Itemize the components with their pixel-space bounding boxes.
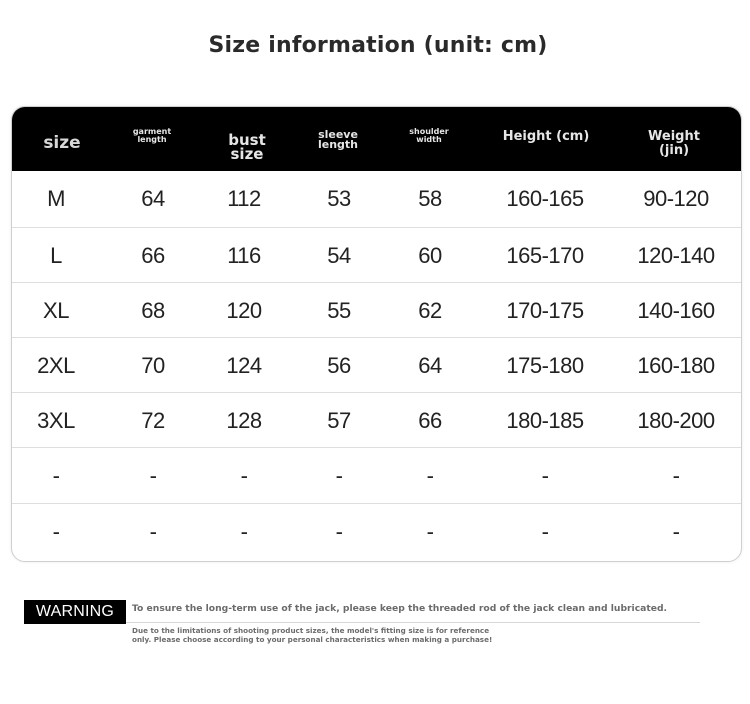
table-cell: 54: [327, 242, 351, 268]
table-cell: -: [541, 518, 549, 544]
header-bust-size: bust size: [228, 131, 266, 163]
table-cell: 64: [141, 185, 165, 211]
table-cell: 66: [418, 407, 442, 433]
warning-note-line-2: only. Please choose according to your personal characteristics when making a purchase!: [132, 634, 493, 644]
table-cell: 112: [227, 185, 261, 211]
table-cell: -: [541, 462, 549, 488]
table-cell: 66: [141, 242, 165, 268]
table-row: [12, 503, 741, 559]
table-row: [12, 171, 741, 226]
table-cell: 64: [418, 352, 442, 378]
table-cell: 72: [141, 407, 165, 433]
table-cell: XL: [43, 297, 69, 323]
table-cell: -: [426, 518, 434, 544]
table-cell: M: [47, 185, 65, 211]
table-cell: 140-160: [637, 297, 715, 323]
table-cell: 56: [327, 352, 351, 378]
table-cell: 58: [418, 185, 442, 211]
table-cell: -: [52, 462, 60, 488]
table-cell: 165-170: [506, 242, 584, 268]
table-cell: 170-175: [506, 297, 584, 323]
table-cell: 160-165: [506, 185, 584, 211]
header-garment-length: garment length: [132, 127, 172, 144]
table-cell: 160-180: [637, 352, 715, 378]
table-row: [12, 392, 741, 448]
table-header-row: [12, 107, 741, 171]
table-cell: -: [426, 462, 434, 488]
warning-divider: [126, 622, 700, 623]
size-table: [11, 106, 742, 562]
table-cell: 90-120: [643, 185, 709, 211]
table-cell: -: [52, 518, 60, 544]
warning-note: [132, 627, 492, 644]
warning-label: WARNING: [24, 600, 126, 624]
table-row: [12, 447, 741, 503]
warning-main-text: To ensure the long-term use of the jack, please keep the threaded rod of the jack clean and lubricated.: [132, 603, 668, 614]
table-cell: 124: [226, 352, 262, 378]
table-cell: -: [240, 518, 248, 544]
header-height: Height (cm): [502, 129, 590, 144]
table-cell: 180-200: [637, 407, 715, 433]
table-cell: -: [672, 462, 680, 488]
table-cell: 55: [327, 297, 351, 323]
table-cell: 2XL: [37, 352, 75, 378]
header-sleeve-length: sleeve length: [317, 128, 359, 151]
table-cell: 3XL: [37, 407, 75, 433]
table-row: [12, 337, 741, 393]
table-cell: 70: [141, 352, 165, 378]
table-cell: 120-140: [637, 242, 715, 268]
table-cell: -: [149, 518, 157, 544]
header-size: size: [43, 133, 81, 153]
table-row: [12, 227, 741, 283]
table-cell: 120: [226, 297, 262, 323]
table-row: [12, 282, 741, 338]
table-cell: -: [240, 462, 248, 488]
header-shoulder-width: shoulder width: [409, 127, 449, 144]
warning-note-line-1: Due to the limitations of shooting product sizes, the model's fitting size is for reference: [132, 626, 490, 635]
table-cell: -: [335, 462, 343, 488]
table-cell: 62: [418, 297, 442, 323]
table-cell: 128: [226, 407, 262, 433]
table-cell: 180-185: [506, 407, 584, 433]
table-cell: -: [672, 518, 680, 544]
page-title: Size information (unit: cm): [208, 33, 548, 58]
table-cell: -: [335, 518, 343, 544]
header-weight: Weight (jin): [648, 129, 700, 158]
table-cell: L: [50, 242, 62, 268]
table-cell: 53: [327, 185, 351, 211]
table-cell: 57: [327, 407, 351, 433]
table-cell: 68: [141, 297, 165, 323]
table-cell: 175-180: [506, 352, 584, 378]
table-cell: 60: [418, 242, 442, 268]
table-cell: -: [149, 462, 157, 488]
table-cell: 116: [227, 242, 261, 268]
